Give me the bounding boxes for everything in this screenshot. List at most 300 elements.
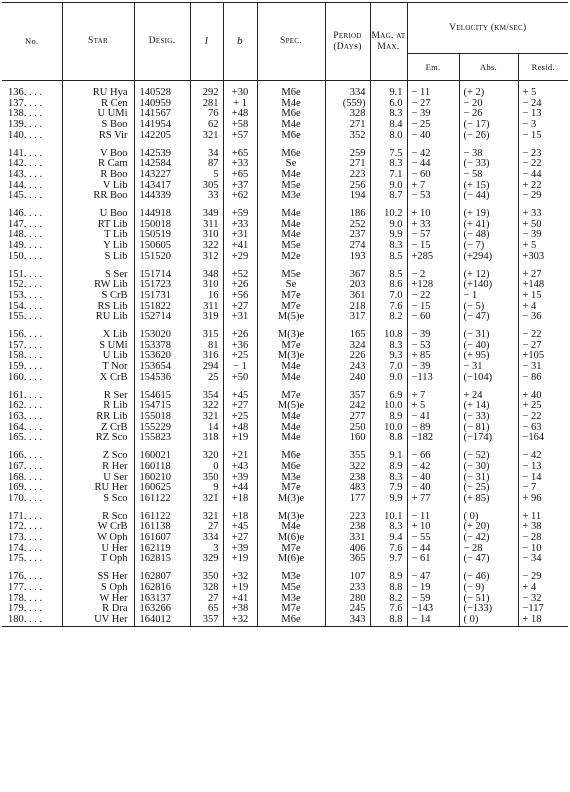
- velocity-absorption: (− 30): [459, 462, 518, 473]
- table-row: [2, 423, 568, 434]
- galactic-latitude: +27: [223, 533, 257, 544]
- magnitude-at-max: 9.4: [370, 533, 407, 544]
- header-spec: Spec.: [257, 3, 325, 81]
- period: 365: [325, 554, 370, 565]
- velocity-emission: − 60: [407, 170, 459, 181]
- galactic-longitude: 350: [190, 572, 223, 583]
- period: 352: [325, 131, 370, 142]
- designation: 140959: [134, 99, 190, 110]
- magnitude-at-max: 8.3: [370, 522, 407, 533]
- table-row: [2, 533, 568, 544]
- velocity-residual: + 4: [522, 582, 537, 593]
- magnitude-at-max: 7.0: [370, 362, 407, 373]
- velocity-absorption: + 24: [459, 391, 518, 402]
- velocity-emission: + 10: [407, 522, 459, 533]
- header-l: l: [190, 3, 223, 81]
- designation: 142584: [134, 159, 190, 170]
- designation: 154715: [134, 401, 190, 412]
- galactic-latitude: +19: [223, 583, 257, 594]
- velocity-absorption: (− 46): [459, 572, 518, 583]
- table-row: [2, 270, 568, 281]
- galactic-longitude: 76: [190, 109, 223, 120]
- velocity-emission: + 85: [407, 351, 459, 362]
- row-number: 155. . . .: [2, 312, 62, 323]
- magnitude-at-max: 8.9: [370, 462, 407, 473]
- spectrum: M7e: [257, 391, 325, 402]
- velocity-emission: − 15: [407, 241, 459, 252]
- period: 252: [325, 220, 370, 231]
- velocity-emission: − 40: [407, 483, 459, 494]
- star-name: S Ser: [62, 270, 134, 281]
- designation: 161138: [134, 522, 190, 533]
- velocity-emission: − 42: [407, 149, 459, 160]
- velocity-absorption: (+140): [459, 280, 518, 291]
- spectrum: M4e: [257, 99, 325, 110]
- velocity-emission: − 39: [407, 109, 459, 120]
- velocity-residual: − 29: [522, 191, 542, 202]
- table-body: [2, 81, 568, 627]
- table-row: [2, 181, 568, 192]
- galactic-longitude: 315: [190, 330, 223, 341]
- spectrum: M4e: [257, 412, 325, 423]
- period: 343: [325, 615, 370, 626]
- velocity-residual: + 25: [522, 401, 542, 412]
- velocity-residual: +148: [522, 280, 545, 291]
- row-number: 177. . . .: [2, 583, 62, 594]
- row-number: 176. . . .: [2, 572, 62, 583]
- galactic-longitude: 322: [190, 241, 223, 252]
- magnitude-at-max: 9.1: [370, 88, 407, 99]
- spectrum: M6e: [257, 451, 325, 462]
- period: 177: [325, 494, 370, 505]
- designation: 160021: [134, 451, 190, 462]
- designation: 141954: [134, 120, 190, 131]
- galactic-latitude: +45: [223, 391, 257, 402]
- velocity-emission: − 61: [407, 554, 459, 565]
- header-no: No.: [2, 3, 62, 81]
- velocity-absorption: (− 31): [459, 330, 518, 341]
- magnitude-at-max: 8.3: [370, 159, 407, 170]
- star-name: UV Her: [62, 615, 134, 626]
- velocity-residual: − 22: [522, 411, 542, 422]
- star-name: V Boo: [62, 149, 134, 160]
- spectrum: M6e: [257, 88, 325, 99]
- designation: 152714: [134, 312, 190, 323]
- spectrum: M5e: [257, 270, 325, 281]
- spectrum: M6e: [257, 131, 325, 142]
- magnitude-at-max: 9.0: [370, 220, 407, 231]
- group-spacer: [2, 565, 568, 572]
- star-name: V Lib: [62, 181, 134, 192]
- velocity-emission: − 11: [407, 88, 459, 99]
- star-name: Z Sco: [62, 451, 134, 462]
- galactic-latitude: − 1: [223, 362, 257, 373]
- star-name: Z CrB: [62, 423, 134, 434]
- velocity-residual: − 42: [522, 451, 542, 462]
- row-number: 164. . . .: [2, 423, 62, 434]
- galactic-longitude: 310: [190, 230, 223, 241]
- galactic-latitude: +39: [223, 473, 257, 484]
- period: 218: [325, 302, 370, 313]
- row-number: 137. . . .: [2, 99, 62, 110]
- star-name: W Oph: [62, 533, 134, 544]
- spectrum: M4e: [257, 230, 325, 241]
- period: 280: [325, 594, 370, 605]
- star-name: SS Her: [62, 572, 134, 583]
- galactic-longitude: 87: [190, 159, 223, 170]
- star-name: T Lib: [62, 230, 134, 241]
- velocity-residual: − 13: [522, 109, 542, 120]
- period: 203: [325, 280, 370, 291]
- velocity-absorption: (+ 2): [459, 88, 518, 99]
- velocity-residual: + 11: [522, 511, 542, 522]
- designation: 160625: [134, 483, 190, 494]
- designation: 162807: [134, 572, 190, 583]
- spectrum: M3e: [257, 191, 325, 202]
- velocity-residual: − 39: [522, 230, 542, 241]
- velocity-emission: − 53: [407, 191, 459, 202]
- period: 361: [325, 291, 370, 302]
- spectrum: M3e: [257, 594, 325, 605]
- row-number: 171. . . .: [2, 512, 62, 523]
- period: 107: [325, 572, 370, 583]
- star-name: R Lib: [62, 401, 134, 412]
- magnitude-at-max: 9.7: [370, 554, 407, 565]
- period: (559): [325, 99, 370, 110]
- table-row: [2, 433, 568, 444]
- velocity-emission: − 22: [407, 291, 459, 302]
- velocity-absorption: − 31: [459, 362, 518, 373]
- group-spacer: [2, 202, 568, 209]
- spectrum: M5e: [257, 583, 325, 594]
- velocity-emission: − 25: [407, 120, 459, 131]
- velocity-absorption: (− 33): [459, 412, 518, 423]
- velocity-absorption: (− 26): [459, 131, 518, 142]
- velocity-absorption: (− 17): [459, 120, 518, 131]
- velocity-residual: − 10: [522, 543, 542, 554]
- row-number: 140. . . .: [2, 131, 62, 142]
- table-row: [2, 401, 568, 412]
- table-row: [2, 583, 568, 594]
- row-number: 151. . . .: [2, 270, 62, 281]
- spectrum: M(3)e: [257, 330, 325, 341]
- table-row: [2, 252, 568, 263]
- velocity-absorption: (+ 19): [459, 209, 518, 220]
- period: 223: [325, 512, 370, 523]
- velocity-absorption: (− 48): [459, 230, 518, 241]
- table-row: [2, 241, 568, 252]
- velocity-residual: − 15: [522, 130, 542, 141]
- row-number: 154. . . .: [2, 302, 62, 313]
- period: 322: [325, 462, 370, 473]
- star-name: T Nor: [62, 362, 134, 373]
- row-number: 178. . . .: [2, 594, 62, 605]
- galactic-longitude: 294: [190, 362, 223, 373]
- header-desig: Desig.: [134, 3, 190, 81]
- row-number: 175. . . .: [2, 554, 62, 565]
- velocity-emission: − 40: [407, 473, 459, 484]
- magnitude-at-max: 8.3: [370, 473, 407, 484]
- velocity-absorption: (− 25): [459, 483, 518, 494]
- row-number: 180. . . .: [2, 615, 62, 626]
- table-row: [2, 220, 568, 231]
- header-em: Em.: [407, 54, 459, 81]
- designation: 160118: [134, 462, 190, 473]
- table-row: [2, 302, 568, 313]
- spectrum: M(5)e: [257, 401, 325, 412]
- row-number: 149. . . .: [2, 241, 62, 252]
- galactic-latitude: +18: [223, 512, 257, 523]
- velocity-absorption: (− 33): [459, 159, 518, 170]
- star-name: R Sco: [62, 512, 134, 523]
- table-row: [2, 291, 568, 302]
- velocity-emission: − 19: [407, 583, 459, 594]
- velocity-emission: + 10: [407, 209, 459, 220]
- star-name: RS Vir: [62, 131, 134, 142]
- magnitude-at-max: 9.0: [370, 373, 407, 384]
- table-row: [2, 351, 568, 362]
- group-spacer: [2, 384, 568, 391]
- velocity-emission: − 2: [407, 270, 459, 281]
- row-number: 173. . . .: [2, 533, 62, 544]
- designation: 143227: [134, 170, 190, 181]
- star-name: W CrB: [62, 522, 134, 533]
- galactic-latitude: +41: [223, 241, 257, 252]
- galactic-latitude: +19: [223, 433, 257, 444]
- designation: 141567: [134, 109, 190, 120]
- magnitude-at-max: 9.0: [370, 181, 407, 192]
- designation: 151822: [134, 302, 190, 313]
- galactic-latitude: +29: [223, 252, 257, 263]
- group-spacer: [2, 323, 568, 330]
- velocity-residual: + 22: [522, 180, 542, 191]
- galactic-longitude: 321: [190, 412, 223, 423]
- spectrum: M4e: [257, 423, 325, 434]
- velocity-absorption: (+ 85): [459, 494, 518, 505]
- table-row: [2, 341, 568, 352]
- magnitude-at-max: 7.1: [370, 170, 407, 181]
- period: 165: [325, 330, 370, 341]
- header-star: Star: [62, 3, 134, 81]
- velocity-absorption: (− 51): [459, 594, 518, 605]
- spectrum: M3e: [257, 572, 325, 583]
- velocity-residual: − 63: [522, 422, 542, 433]
- velocity-absorption: (− 47): [459, 312, 518, 323]
- galactic-latitude: +65: [223, 149, 257, 160]
- table-row: [2, 615, 568, 626]
- table-row: [2, 494, 568, 505]
- period: 256: [325, 181, 370, 192]
- period: 271: [325, 120, 370, 131]
- galactic-latitude: +27: [223, 401, 257, 412]
- group-spacer: [2, 263, 568, 270]
- galactic-latitude: +44: [223, 483, 257, 494]
- velocity-residual: − 29: [522, 572, 542, 583]
- row-number: 147. . . .: [2, 220, 62, 231]
- magnitude-at-max: 8.0: [370, 131, 407, 142]
- spectrum: M5e: [257, 241, 325, 252]
- star-name: RU Hya: [62, 88, 134, 99]
- row-number: 165. . . .: [2, 433, 62, 444]
- velocity-residual: − 24: [522, 98, 542, 109]
- row-number: 153. . . .: [2, 291, 62, 302]
- velocity-emission: − 14: [407, 615, 459, 626]
- magnitude-at-max: 8.8: [370, 583, 407, 594]
- designation: 153654: [134, 362, 190, 373]
- row-number: 167. . . .: [2, 462, 62, 473]
- magnitude-at-max: 8.2: [370, 312, 407, 323]
- galactic-longitude: 357: [190, 615, 223, 626]
- row-number: 146. . . .: [2, 209, 62, 220]
- row-number: 172. . . .: [2, 522, 62, 533]
- row-number: 168. . . .: [2, 473, 62, 484]
- table-row: [2, 88, 568, 99]
- spectrum: M7e: [257, 302, 325, 313]
- galactic-latitude: +41: [223, 594, 257, 605]
- galactic-latitude: +32: [223, 615, 257, 626]
- row-number: 144. . . .: [2, 181, 62, 192]
- velocity-emission: − 11: [407, 512, 459, 523]
- galactic-longitude: 350: [190, 473, 223, 484]
- velocity-emission: + 7: [407, 181, 459, 192]
- magnitude-at-max: 10.1: [370, 512, 407, 523]
- period: 317: [325, 312, 370, 323]
- spectrum: M7e: [257, 604, 325, 615]
- star-name: Y Lib: [62, 241, 134, 252]
- period: 240: [325, 373, 370, 384]
- period: 357: [325, 391, 370, 402]
- table-row: [2, 594, 568, 605]
- row-number: 170. . . .: [2, 494, 62, 505]
- galactic-latitude: +45: [223, 522, 257, 533]
- designation: 161122: [134, 512, 190, 523]
- period: 238: [325, 522, 370, 533]
- velocity-emission: − 41: [407, 412, 459, 423]
- magnitude-at-max: 10.0: [370, 401, 407, 412]
- magnitude-at-max: 8.4: [370, 120, 407, 131]
- table-row: [2, 412, 568, 423]
- period: 483: [325, 483, 370, 494]
- period: 238: [325, 473, 370, 484]
- velocity-absorption: (− 81): [459, 423, 518, 434]
- spectrum: M4e: [257, 433, 325, 444]
- magnitude-at-max: 7.6: [370, 302, 407, 313]
- row-number: 141. . . .: [2, 149, 62, 160]
- galactic-longitude: 5: [190, 170, 223, 181]
- galactic-longitude: 305: [190, 181, 223, 192]
- star-name: U Ser: [62, 473, 134, 484]
- galactic-latitude: +31: [223, 230, 257, 241]
- magnitude-at-max: 6.0: [370, 99, 407, 110]
- velocity-residual: − 27: [522, 340, 542, 351]
- row-number: 163. . . .: [2, 412, 62, 423]
- velocity-residual: − 7: [522, 483, 537, 494]
- row-number: 152. . . .: [2, 280, 62, 291]
- velocity-absorption: − 38: [459, 149, 518, 160]
- galactic-longitude: 62: [190, 120, 223, 131]
- period: 223: [325, 170, 370, 181]
- table-row: [2, 554, 568, 565]
- row-number: 145. . . .: [2, 191, 62, 202]
- designation: 151723: [134, 280, 190, 291]
- group-spacer: [2, 81, 568, 89]
- velocity-absorption: (−133): [459, 604, 518, 615]
- velocity-emission: − 57: [407, 230, 459, 241]
- velocity-emission: − 15: [407, 302, 459, 313]
- magnitude-at-max: 9.3: [370, 351, 407, 362]
- galactic-latitude: +25: [223, 412, 257, 423]
- designation: 151520: [134, 252, 190, 263]
- header-resid: Resid.: [518, 54, 568, 81]
- galactic-longitude: 321: [190, 131, 223, 142]
- velocity-residual: + 33: [522, 209, 542, 220]
- galactic-longitude: 65: [190, 604, 223, 615]
- galactic-latitude: +59: [223, 209, 257, 220]
- star-name: RS Lib: [62, 302, 134, 313]
- spectrum: M4e: [257, 120, 325, 131]
- galactic-longitude: 27: [190, 522, 223, 533]
- galactic-longitude: 318: [190, 433, 223, 444]
- galactic-longitude: 316: [190, 351, 223, 362]
- velocity-residual: − 22: [522, 330, 542, 341]
- group-spacer: [2, 444, 568, 451]
- velocity-residual: − 86: [522, 372, 542, 383]
- galactic-latitude: +39: [223, 544, 257, 555]
- galactic-latitude: +65: [223, 170, 257, 181]
- velocity-emission: +285: [407, 252, 459, 263]
- velocity-emission: − 39: [407, 330, 459, 341]
- star-name: X Lib: [62, 330, 134, 341]
- spectrum: Se: [257, 159, 325, 170]
- table-row: [2, 280, 568, 291]
- star-name: W Her: [62, 594, 134, 605]
- velocity-emission: − 66: [407, 451, 459, 462]
- table-row: [2, 604, 568, 615]
- velocity-absorption: (− 40): [459, 341, 518, 352]
- period: 243: [325, 362, 370, 373]
- galactic-latitude: +62: [223, 191, 257, 202]
- galactic-longitude: 349: [190, 209, 223, 220]
- galactic-latitude: + 1: [223, 99, 257, 110]
- velocity-residual: − 28: [522, 533, 542, 544]
- star-name: U Boo: [62, 209, 134, 220]
- period: 194: [325, 191, 370, 202]
- header-period: Period (Days): [325, 3, 370, 81]
- period: 160: [325, 433, 370, 444]
- table-row: [2, 572, 568, 583]
- velocity-emission: −182: [407, 433, 459, 444]
- velocity-emission: − 27: [407, 99, 459, 110]
- spectrum: M6e: [257, 109, 325, 120]
- galactic-longitude: 329: [190, 554, 223, 565]
- row-number: 143. . . .: [2, 170, 62, 181]
- spectrum: M(3)e: [257, 512, 325, 523]
- table-row: [2, 462, 568, 473]
- magnitude-at-max: 9.9: [370, 494, 407, 505]
- magnitude-at-max: 8.2: [370, 594, 407, 605]
- galactic-longitude: 334: [190, 533, 223, 544]
- galactic-latitude: +27: [223, 302, 257, 313]
- galactic-longitude: 321: [190, 494, 223, 505]
- period: 334: [325, 88, 370, 99]
- velocity-residual: +105: [522, 351, 545, 362]
- period: 331: [325, 533, 370, 544]
- velocity-absorption: − 28: [459, 544, 518, 555]
- period: 226: [325, 351, 370, 362]
- velocity-emission: − 44: [407, 544, 459, 555]
- velocity-residual: − 3: [522, 120, 537, 131]
- row-number: 150. . . .: [2, 252, 62, 263]
